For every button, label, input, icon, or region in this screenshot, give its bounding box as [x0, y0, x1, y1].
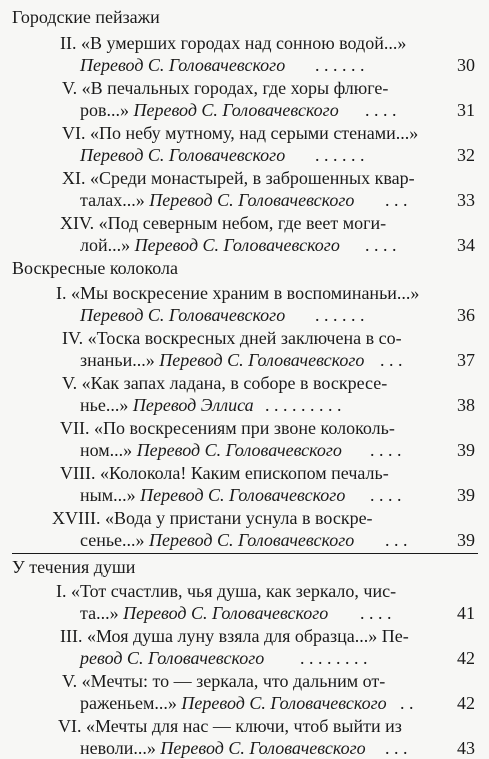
translator-credit: Перевод С. Головачевского [181, 693, 387, 713]
entry-tail: ным...» [80, 485, 141, 505]
page-number: 32 [457, 145, 475, 165]
entry-translator-line [80, 54, 285, 76]
translator-credit: Перевод Эллиса [132, 395, 254, 415]
translator-credit: Перевод С. Головачевского [133, 100, 339, 120]
entry-title-line: VII. «По воскресениям при звоне колоколь- [60, 418, 395, 438]
leader-dots: . . . . . . [315, 305, 365, 325]
leader-dots: . . . . . . [315, 55, 365, 75]
translator-credit: Перевод С. Головачевского [134, 235, 340, 255]
entry-tail: ном...» [80, 440, 137, 460]
entry-title-line: VI. «Мечты для нас — ключи, чтоб выйти из [58, 716, 402, 736]
translator-credit: Перевод С. Головачевского [80, 145, 286, 165]
entry-tail: неволи...» [80, 738, 161, 758]
leader-dots: . . . . . . [315, 145, 365, 165]
entry-translator-line [80, 349, 364, 371]
entry-translator-line [80, 692, 387, 714]
translator-credit: ревод С. Головачевского [80, 648, 265, 668]
entry-translator-line [80, 99, 339, 121]
leader-dots: . . . . [365, 100, 397, 120]
translator-credit: Перевод С. Головачевского [80, 55, 286, 75]
leader-dots: . . . . . . . . [300, 648, 368, 668]
entry-tail: раженьем...» [80, 693, 182, 713]
section-title: У течения души [12, 557, 136, 577]
entry-title-line: VIII. «Колокола! Каким епископом печаль- [60, 463, 389, 483]
leader-dots: . . . . [365, 235, 397, 255]
page-number: 41 [457, 603, 475, 623]
entry-tail: ров...» [80, 100, 134, 120]
entry-translator-line [80, 647, 264, 669]
leader-dots: . . . . [370, 485, 402, 505]
leader-dots: . . . [385, 530, 408, 550]
page-number: 42 [457, 648, 475, 668]
entry-translator-line [80, 189, 354, 211]
page-number: 42 [457, 693, 475, 713]
entry-tail: нье...» [80, 395, 133, 415]
page-number: 33 [457, 190, 475, 210]
translator-credit: Перевод С. Головачевского [123, 603, 329, 623]
leader-dots: . . . . [360, 603, 392, 623]
translator-credit: Перевод С. Головачевского [80, 305, 286, 325]
entry-translator-line [80, 737, 366, 759]
section-title: Воскресные колокола [12, 258, 178, 278]
entry-title-line: V. «В печальных городах, где хоры флюге- [62, 78, 389, 98]
leader-dots: . . [400, 693, 414, 713]
page-number: 43 [457, 738, 475, 758]
translator-credit: Перевод С. Головачевского [140, 485, 346, 505]
entry-title-line: IV. «Тоска воскресных дней заключена в со- [62, 328, 402, 348]
leader-dots: . . . . [370, 440, 402, 460]
leader-dots: . . . [385, 190, 408, 210]
entry-translator-line [80, 394, 254, 416]
entry-tail: сенье...» [80, 530, 150, 550]
entry-title-line: XI. «Среди монастырей, в заброшенных квар- [62, 168, 415, 188]
entry-title-line: V. «Мечты: то — зеркала, что дальним от- [62, 671, 386, 691]
entry-translator-line [80, 484, 345, 506]
leader-dots: . . . . . . . . . [265, 395, 342, 415]
page-number: 37 [457, 350, 475, 370]
entry-title-line: III. «Моя душа луну взяла для образца...» Пе- [60, 626, 409, 646]
page-number: 38 [457, 395, 475, 415]
translator-credit: Перевод С. Головачевского [160, 738, 366, 758]
leader-dots: . . . [380, 350, 403, 370]
section-divider [12, 553, 478, 554]
entry-translator-line [80, 439, 342, 461]
entry-title-line: VI. «По небу мутному, над серыми стенами...» [62, 123, 419, 143]
page-number: 39 [457, 530, 475, 550]
entry-title-line: II. «В умерших городах над сонною водой...» [60, 33, 407, 53]
translator-credit: Перевод С. Головачевского [136, 440, 342, 460]
entry-tail: та...» [80, 603, 124, 623]
page-number: 34 [457, 235, 475, 255]
entry-tail: лой...» [80, 235, 135, 255]
translator-credit: Перевод С. Головачевского [149, 190, 355, 210]
translator-credit: Перевод С. Головачевского [159, 350, 365, 370]
page-number: 39 [457, 440, 475, 460]
entry-title-line: I. «Мы воскресение храним в воспоминаньи...» [56, 283, 420, 303]
page-number: 39 [457, 485, 475, 505]
entry-title-line: V. «Как запах ладана, в соборе в воскресе- [62, 373, 388, 393]
translator-credit: Перевод С. Головачевского [149, 530, 355, 550]
leader-dots: . . . [385, 738, 408, 758]
entry-title-line: I. «Тот счастлив, чья душа, как зеркало, чис- [56, 581, 397, 601]
section-title: Городские пейзажи [12, 7, 160, 27]
page-number: 31 [457, 100, 475, 120]
entry-translator-line [80, 304, 285, 326]
page-number: 30 [457, 55, 475, 75]
entry-translator-line [80, 234, 340, 256]
entry-tail: талах...» [80, 190, 150, 210]
entry-tail: знаньи...» [80, 350, 160, 370]
entry-translator-line [80, 144, 285, 166]
entry-title-line: XIV. «Под северным небом, где веет моги- [60, 213, 387, 233]
entry-translator-line [80, 529, 354, 551]
page-number: 36 [457, 305, 475, 325]
entry-title-line: XVIII. «Вода у пристани уснула в воскре- [52, 508, 373, 528]
entry-translator-line [80, 602, 328, 624]
